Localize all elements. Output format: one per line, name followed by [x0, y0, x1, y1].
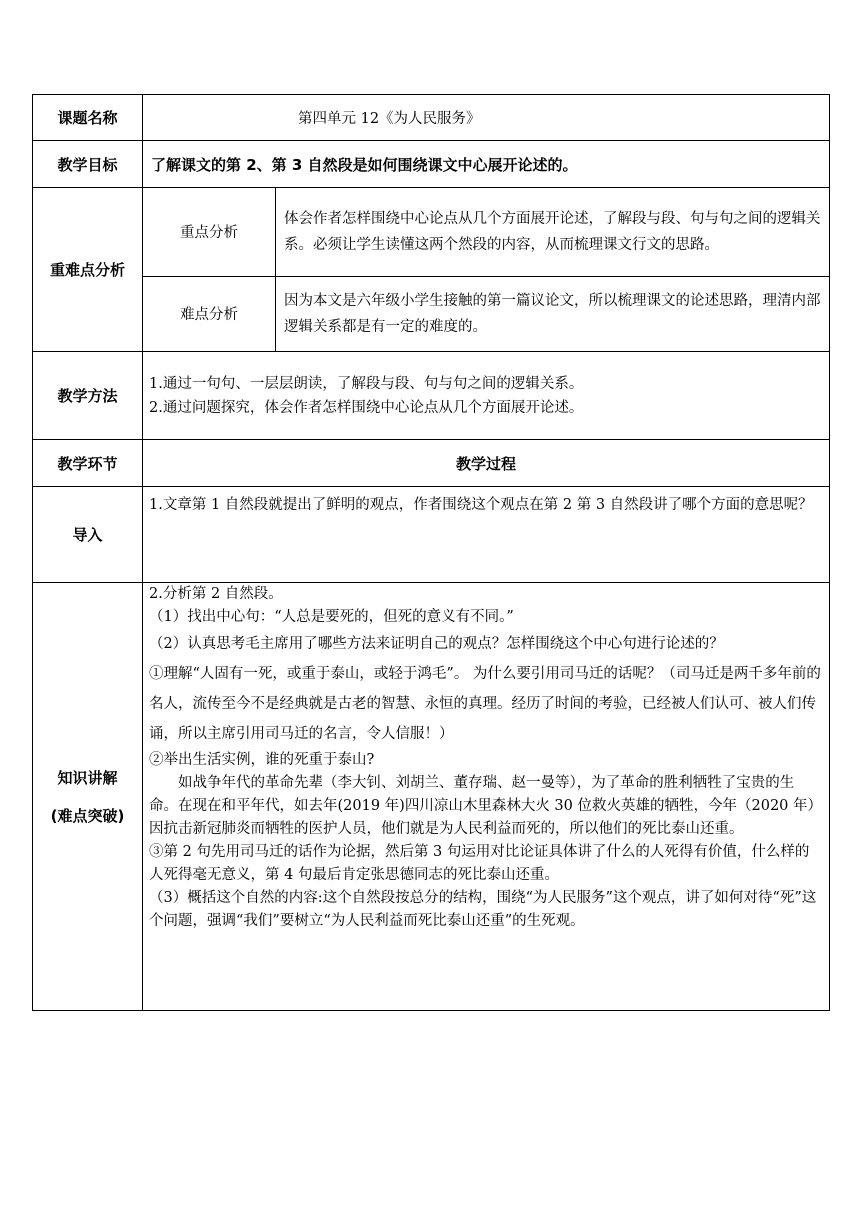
stage-header-label: 教学环节	[33, 440, 143, 487]
key-point-text: 体会作者怎样围绕中心论点从几个方面展开论述，了解段与段、句与句之间的逻辑关系。必须让学生读懂这两个然段的内容，从而梳理课文行文的思路。	[276, 188, 830, 276]
method-row	[33, 352, 830, 440]
lesson-plan-sheet	[32, 94, 829, 1011]
knowledge-line: 如战争年代的革命先辈（李大钊、刘胡兰、董存瑞、赵一曼等），为了革命的胜利牺牲了宝贵的生命。在现在和平年代，如去年(2019 年)四川凉山木里森林大火 30 位救火英雄的牺牲，今年（2020 年）因抗击新冠肺炎而牺牲的医护人员，他们就是为人民利益而死的，所以他们的死比泰山还重。	[149, 775, 823, 837]
knowledge-label-cell	[33, 583, 143, 1011]
method-line-1: 1.通过一句句、一层层朗读，了解段与段、句与句之间的逻辑关系。	[149, 375, 584, 392]
knowledge-label: 知识讲解	[57, 768, 118, 787]
knowledge-line: ②举出生活实例，谁的死重于泰山?	[149, 752, 375, 768]
analysis-row	[33, 188, 830, 352]
analysis-cell	[143, 188, 830, 352]
knowledge-line: ①理解“人固有一死，或重于泰山，或轻于鸿毛”。 为什么要引用司马迁的话呢？（司马迁是两千多年前的名人，流传至今不是经典就是古老的智慧、永恒的真理。经历了时间的考验，已经被人们认可、被人们传诵，所以主席引用司马迁的名言，令人信服！）	[149, 666, 821, 742]
knowledge-row	[33, 583, 830, 1011]
lesson-plan-table	[32, 94, 830, 1011]
goal-text: 了解课文的第 2、第 3 自然段是如何围绕课文中心展开论述的。	[143, 141, 830, 188]
process-header: 教学过程	[143, 440, 830, 487]
intro-row	[33, 487, 830, 583]
key-point-row	[143, 188, 829, 276]
method-cell	[143, 352, 830, 440]
intro-label: 导入	[33, 487, 143, 583]
knowledge-line: （1）找出中心句：“人总是要死的，但死的意义有不同。”	[149, 609, 514, 625]
analysis-subtable	[143, 188, 829, 351]
difficult-point-label: 难点分析	[143, 276, 276, 351]
knowledge-line: 2.分析第 2 自然段。	[149, 586, 283, 602]
method-label: 教学方法	[33, 352, 143, 440]
course-title: 第四单元 12《为人民服务》	[143, 95, 830, 141]
goal-row	[33, 141, 830, 188]
knowledge-content	[143, 583, 830, 1011]
knowledge-sublabel: (难点突破)	[50, 806, 125, 825]
knowledge-line: （3）概括这个自然的内容:这个自然段按总分的结构，围绕“为人民服务”这个观点，讲了如何对待“死”这个问题，强调“我们”要树立“为人民利益而死比泰山还重”的生死观。	[149, 890, 817, 929]
difficult-point-row	[143, 276, 829, 351]
knowledge-line: ③第 2 句先用司马迁的话作为论据，然后第 3 句运用对比论证具体讲了什么的人死得有价值，什么样的人死得毫无意义，第 4 句最后肯定张思德同志的死比泰山还重。	[149, 844, 810, 883]
analysis-label: 重难点分析	[33, 188, 143, 352]
knowledge-line: （2）认真思考毛主席用了哪些方法来证明自己的观点？怎样围绕这个中心句进行论述的？	[149, 636, 724, 652]
stage-header-row	[33, 440, 830, 487]
method-line-2: 2.通过问题探究，体会作者怎样围绕中心论点从几个方面展开论述。	[149, 399, 584, 416]
intro-text: 1.文章第 1 自然段就提出了鲜明的观点，作者围绕这个观点在第 2 第 3 自然段讲了哪个方面的意思呢？	[143, 487, 830, 583]
difficult-point-text: 因为本文是六年级小学生接触的第一篇议论文，所以梳理课文的论述思路，理清内部逻辑关系都是有一定的难度的。	[284, 292, 821, 335]
course-label: 课题名称	[33, 95, 143, 141]
key-point-label: 重点分析	[143, 188, 276, 276]
goal-label: 教学目标	[33, 141, 143, 188]
course-row	[33, 95, 830, 141]
